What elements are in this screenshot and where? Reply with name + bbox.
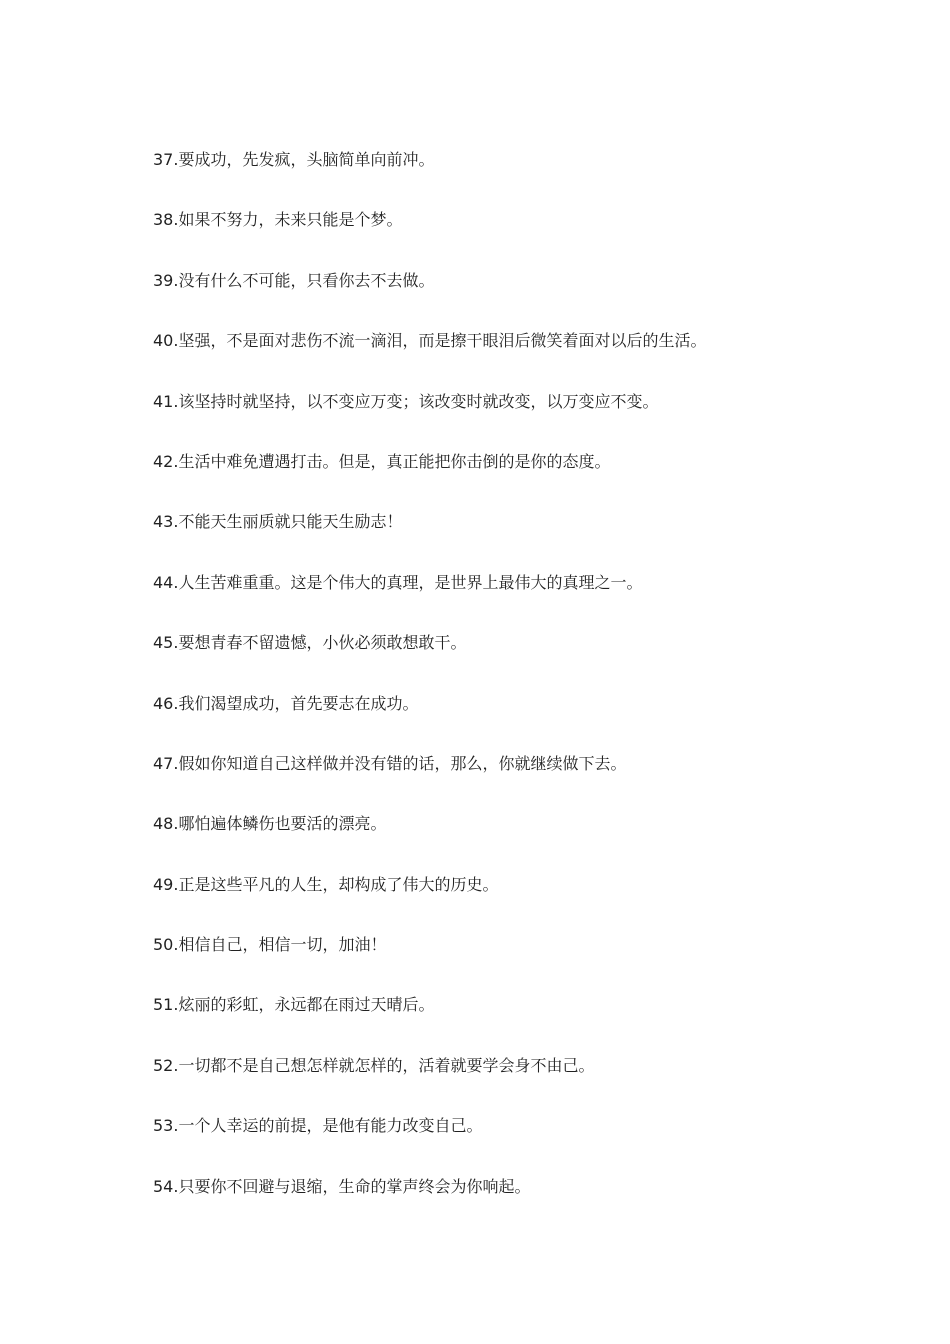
quote-item: 50.相信自己，相信一切，加油！ bbox=[153, 935, 387, 955]
quote-item: 44.人生苦难重重。这是个伟大的真理，是世界上最伟大的真理之一。 bbox=[153, 572, 643, 592]
quote-item: 46.我们渴望成功，首先要志在成功。 bbox=[153, 693, 419, 713]
quote-list bbox=[153, 148, 913, 1235]
quote-item: 49.正是这些平凡的人生，却构成了伟大的历史。 bbox=[153, 874, 499, 894]
quote-item: 41.该坚持时就坚持，以不变应万变；该改变时就改变，以万变应不变。 bbox=[153, 391, 659, 411]
quote-item: 54.只要你不回避与退缩，生命的掌声终会为你响起。 bbox=[153, 1176, 531, 1196]
quote-item: 43.不能天生丽质就只能天生励志！ bbox=[153, 512, 403, 532]
quote-item: 40.坚强，不是面对悲伤不流一滴泪，而是擦干眼泪后微笑着面对以后的生活。 bbox=[153, 331, 707, 351]
quote-item: 47.假如你知道自己这样做并没有错的话，那么，你就继续做下去。 bbox=[153, 753, 627, 773]
quote-item: 37.要成功，先发疯，头脑简单向前冲。 bbox=[153, 150, 435, 169]
quote-item: 53.一个人幸运的前提，是他有能力改变自己。 bbox=[153, 1116, 483, 1136]
quote-item: 38.如果不努力，未来只能是个梦。 bbox=[153, 210, 403, 230]
quote-item: 52.一切都不是自己想怎样就怎样的，活着就要学会身不由己。 bbox=[153, 1055, 595, 1075]
quote-item: 45.要想青春不留遗憾，小伙必须敢想敢干。 bbox=[153, 633, 467, 653]
quote-item: 42.生活中难免遭遇打击。但是，真正能把你击倒的是你的态度。 bbox=[153, 451, 611, 471]
quote-item: 51.炫丽的彩虹，永远都在雨过天晴后。 bbox=[153, 995, 435, 1015]
quote-item: 48.哪怕遍体鳞伤也要活的漂亮。 bbox=[153, 814, 387, 834]
quote-item: 39.没有什么不可能，只看你去不去做。 bbox=[153, 270, 435, 290]
